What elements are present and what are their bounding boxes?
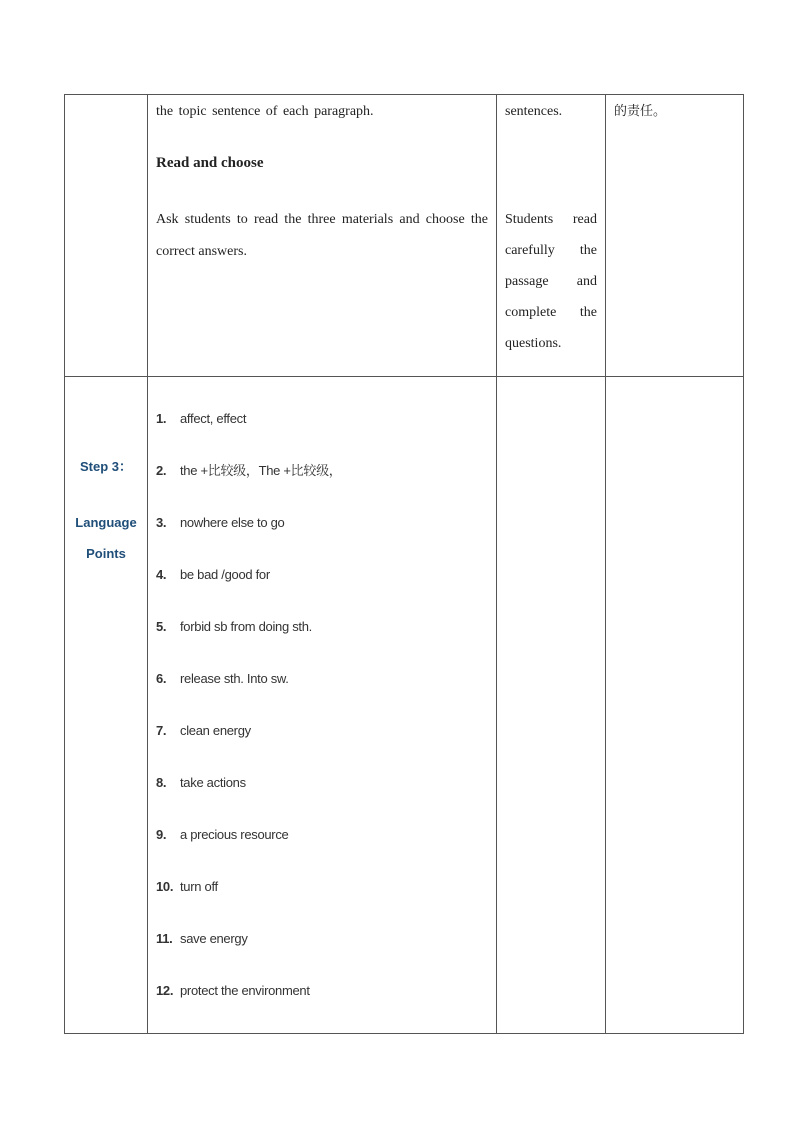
item-text: turn off xyxy=(180,879,218,894)
item-text: take actions xyxy=(180,775,246,790)
item-text: clean energy xyxy=(180,723,251,738)
item-number: 7. xyxy=(156,723,167,738)
step-cell xyxy=(65,377,148,1034)
purpose-text: 的责任。 xyxy=(614,104,667,119)
item-number: 5. xyxy=(156,619,167,634)
sentences-line: sentences. xyxy=(505,104,563,119)
list-item xyxy=(156,617,488,669)
list-item xyxy=(156,461,488,513)
purpose-cell xyxy=(606,95,744,377)
list-item xyxy=(156,409,488,461)
purpose-cell xyxy=(606,377,744,1034)
item-text: forbid sb from doing sth. xyxy=(180,619,312,634)
list-item xyxy=(156,773,488,825)
item-number: 4. xyxy=(156,567,167,582)
topic-sentence-line: the topic sentence of each paragraph. xyxy=(156,104,374,119)
step-label: Step 3： xyxy=(79,459,132,474)
language-points-list xyxy=(156,409,488,1033)
item-text: the +比较级，The +比较级， xyxy=(180,463,342,478)
table-row xyxy=(65,377,744,1034)
item-text: release sth. Into sw. xyxy=(180,671,289,686)
language-points-cell xyxy=(148,377,497,1034)
item-number: 3. xyxy=(156,515,167,530)
list-item xyxy=(156,981,488,1033)
step-title: Language Points xyxy=(75,515,137,561)
list-item xyxy=(156,825,488,877)
list-item xyxy=(156,669,488,721)
list-item xyxy=(156,513,488,565)
student-activity-cell xyxy=(497,377,606,1034)
item-text: nowhere else to go xyxy=(180,515,285,530)
list-item xyxy=(156,929,488,981)
step-cell xyxy=(65,95,148,377)
item-text: a precious resource xyxy=(180,827,289,842)
item-number: 8. xyxy=(156,775,167,790)
item-number: 2. xyxy=(156,463,167,478)
item-text: affect, effect xyxy=(180,411,247,426)
lesson-plan-table xyxy=(64,94,744,1034)
table-row xyxy=(65,95,744,377)
list-item xyxy=(156,877,488,929)
item-number: 1. xyxy=(156,411,167,426)
student-activity-cell xyxy=(497,95,606,377)
item-number: 12. xyxy=(156,983,174,998)
item-number: 10. xyxy=(156,879,174,894)
item-text: be bad /good for xyxy=(180,567,270,582)
list-item xyxy=(156,565,488,617)
item-number: 6. xyxy=(156,671,167,686)
read-and-choose-heading: Read and choose xyxy=(156,155,264,171)
item-text: protect the environment xyxy=(180,983,310,998)
read-and-choose-instruction: Ask students to read the three materials and choose the correct answers. xyxy=(156,212,488,259)
teacher-activity-cell xyxy=(148,95,497,377)
item-text: save energy xyxy=(180,931,248,946)
item-number: 11. xyxy=(156,931,173,946)
list-item xyxy=(156,721,488,773)
student-response: Students read carefully the passage and complete the questions. xyxy=(505,212,597,351)
item-number: 9. xyxy=(156,827,167,842)
